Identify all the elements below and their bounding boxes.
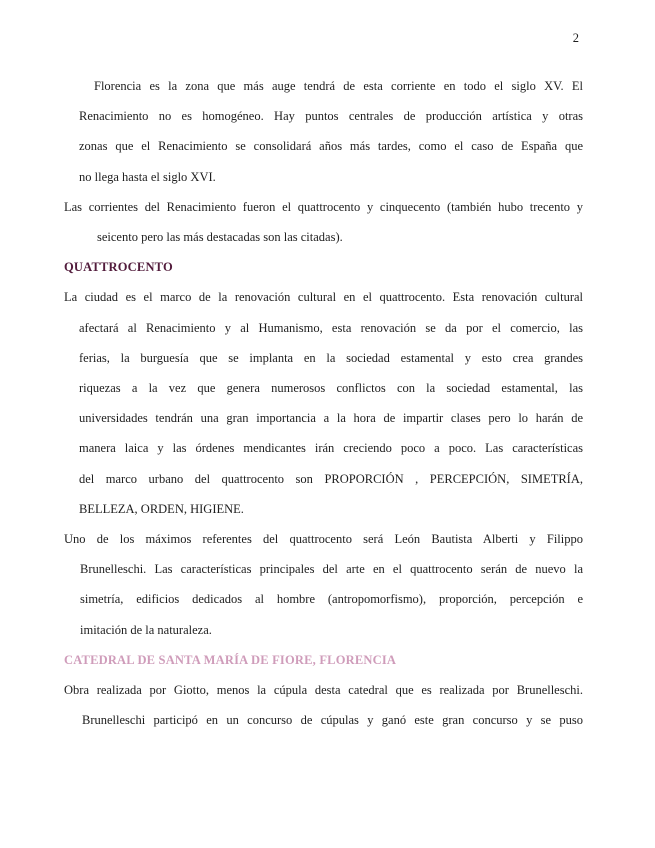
text-line: BELLEZA, ORDEN, HIGIENE. <box>79 501 244 516</box>
text-line: zonas que el Renacimiento se consolidará años más tardes, como el caso de España que <box>79 139 583 154</box>
paragraph <box>64 524 583 645</box>
paragraph <box>64 675 583 735</box>
page-number: 2 <box>572 31 579 45</box>
text-line: del marco urbano del quattrocento son PROPORCIÓN , PERCEPCIÓN, SIMETRÍA, <box>79 471 583 486</box>
text-line: Obra realizada por Giotto, menos la cúpula desta catedral que es realizada por Brunelleschi. <box>64 683 583 698</box>
text-line: imitación de la naturaleza. <box>80 622 212 637</box>
text-line: Uno de los máximos referentes del quattrocento será León Bautista Alberti y Filippo <box>64 532 583 547</box>
text-line: seicento pero las más destacadas son las citadas). <box>97 230 343 245</box>
text-line: Renacimiento no es homogéneo. Hay puntos centrales de producción artística y otras <box>79 109 583 124</box>
text-line: Florencia es la zona que más auge tendrá de esta corriente en todo el siglo XV. El <box>94 79 583 93</box>
text-line: Brunelleschi. Las características principales del arte en el quattrocento serán de nuevo la <box>80 562 583 577</box>
text-line: Brunelleschi participó en un concurso de cúpulas y ganó este gran concurso y se puso <box>82 713 583 728</box>
document-body <box>64 71 583 735</box>
text-line: no llega hasta el siglo XVI. <box>79 169 216 184</box>
text-line: afectará al Renacimiento y al Humanismo, esta renovación se da por el comercio, las <box>79 320 583 335</box>
paragraph <box>64 192 583 252</box>
paragraph <box>64 282 583 524</box>
text-line: La ciudad es el marco de la renovación cultural en el quattrocento. Esta renovación cultural <box>64 290 583 305</box>
text-line: simetría, edificios dedicados al hombre (antropomorfismo), proporción, percepción e <box>80 592 583 607</box>
text-line: manera laica y las órdenes mendicantes irán creciendo poco a poco. Las características <box>79 441 583 456</box>
text-line: universidades tendrán una gran importancia a la hora de impartir clases pero lo harán de <box>79 411 583 426</box>
text-line: ferias, la burguesía que se implanta en la sociedad estamental y esto crea grandes <box>79 350 583 365</box>
text-line: Las corrientes del Renacimiento fueron el quattrocento y cinquecento (también hubo trecento y <box>64 199 583 214</box>
page-header <box>64 31 583 46</box>
section-heading: QUATTROCENTO <box>64 260 173 275</box>
paragraph <box>64 71 583 192</box>
text-line: riquezas a la vez que genera numerosos conflictos con la sociedad estamental, las <box>79 381 583 396</box>
section-heading: CATEDRAL DE SANTA MARÍA DE FIORE, FLORENCIA <box>64 652 397 667</box>
